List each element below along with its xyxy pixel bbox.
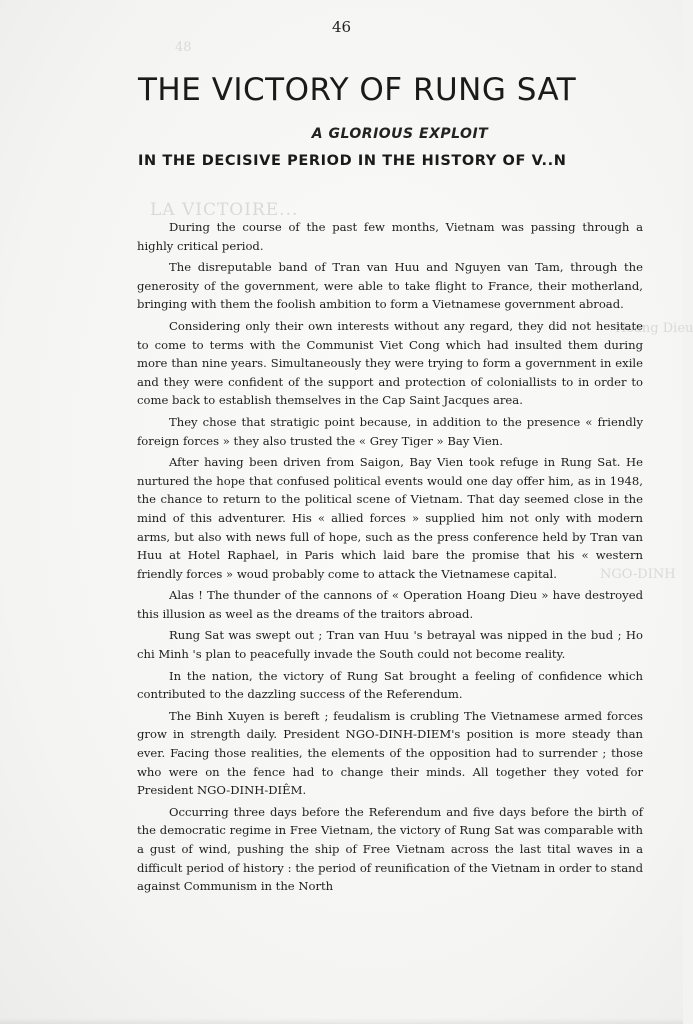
- paragraph-5: After having been driven from Saigon, Bay Vien took refuge in Rung Sat. He nurtured the hope that confused political events would one day offer him, as in 1948, the chance to return to the political scene of Vietnam. That day seemed close in the mind of this adventurer. His « allied forces » supplied him not only with modern arms, but also with news full of hope, such as the press conference held by Tran van Huu at Hotel Raphael, in Paris which laid bare the promise that his « western friendly forces » woud probably come to attack the Vietnamese capital.: [137, 455, 643, 581]
- paragraph-1: During the course of the past few months, Vietnam was passing through a highly critical period.: [137, 220, 643, 253]
- subtitle: A GLORIOUS EXPLOIT: [311, 126, 489, 142]
- bleed-through-name: NGO-DINH: [600, 567, 676, 582]
- bleed-through-heading: LA VICTOIRE...: [150, 200, 299, 220]
- paragraph-7: Rung Sat was swept out ; Tran van Huu 's betrayal was nipped in the bud ; Ho chi Minh 's plan to peacefully invade the South could not become reality.: [137, 628, 643, 662]
- paragraph-3: Considering only their own interests without any regard, they did not hesitate to come to terms with the Communist Viet Cong which had insulted them during more than nine years. Simultaneously they were trying to form a government in exile and they were confident of the support and protection of coloniallists to in order to come back to establish themselves in the Cap Saint Jacques area.: [137, 318, 643, 408]
- paragraph-6: Alas ! The thunder of the cannons of « Operation Hoang Dieu » have destroyed this illusion as weel as the dreams of the traitors abroad.: [137, 588, 643, 621]
- bleed-through-page-number: 48: [175, 40, 192, 55]
- page-title: THE VICTORY OF RUNG SAT: [138, 72, 577, 108]
- scan-shadow: [0, 1018, 683, 1024]
- page-number: 46: [331, 18, 352, 36]
- article-body: [137, 218, 643, 899]
- paragraph-4: They chose that stratigic point because, in addition to the presence « friendly foreign forces » they also trusted the « Grey Tiger » Bay Vien.: [137, 414, 643, 448]
- section-heading: IN THE DECISIVE PERIOD IN THE HISTORY OF V..N: [138, 153, 567, 169]
- paragraph-2: The disreputable band of Tran van Huu and Nguyen van Tam, through the generosity of the government, were able to take flight to France, their motherland, bringing with them the foolish ambition to form a Vietnamese government abroad.: [137, 260, 643, 312]
- paragraph-10: Occurring three days before the Referendum and five days before the birth of the democratic regime in Free Vietnam, the victory of Rung Sat was comparable with a gust of wind, pushing the ship of Free Vietnam across the last tital waves in a difficult period of history : the period of reunification of the Vietnam in order to stand against Communism in the North: [137, 804, 643, 894]
- bleed-through-word: Hoang Dieu: [615, 321, 693, 336]
- paragraph-8: In the nation, the victory of Rung Sat brought a feeling of confidence which contributed to the dazzling success of the Referendum.: [137, 668, 643, 702]
- paragraph-9: The Binh Xuyen is bereft ; feudalism is crubling The Vietnamese armed forces grow in strength daily. President NGO-DINH-DIEM's position is more steady than ever. Facing those realities, the elements of the opposition had to surrender ; those who were on the fence had to change their minds. All together they voted for President NGO-DINH-DIÊM.: [137, 708, 643, 798]
